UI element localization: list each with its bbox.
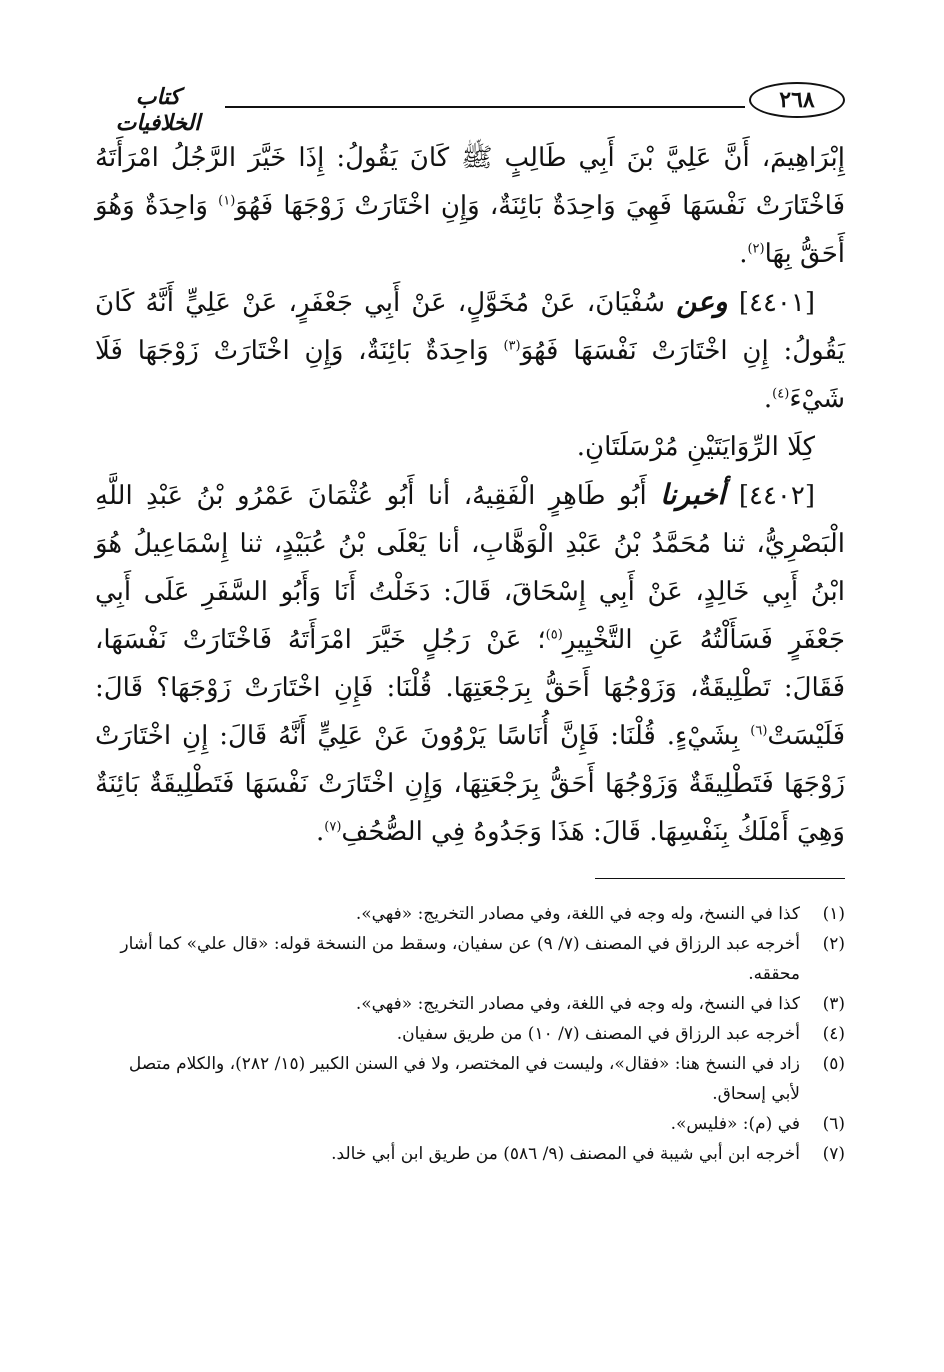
footnote-text: كذا في النسخ، وله وجه في اللغة، وفي مصادر التخريج: «فهي».: [355, 994, 800, 1014]
footnote-text: أخرجه عبد الرزاق في المصنف (٧/ ١٠) من طريق سفيان.: [396, 1024, 800, 1044]
footnote-text: كذا في النسخ، وله وجه في اللغة، وفي مصادر التخريج: «فهي».: [355, 904, 800, 924]
text-run: إِبْرَاهِيمَ، أَنَّ عَلِيَّ بْنَ أَبِي طَالِبٍ ﷺ كَانَ يَقُولُ: إِذَا خَيَّرَ الرَّجُلُ امْرَأَتَهُ فَاخْتَارَتْ نَفْسَهَا فَهِيَ وَاحِدَةٌ بَائِنَةٌ، وَإِنِ اخْتَارَتْ زَوْجَهَا فَهُوَ: [95, 143, 845, 221]
text-run: وَاحِدَةٌ وَهُوَ أَحَقُّ بِهَا: [95, 191, 845, 269]
footnote-text: أخرجه عبد الرزاق في المصنف (٧/ ٩) عن سفيان، وسقط من النسخة قوله: «قال علي» كما أشار محققه.: [120, 934, 800, 984]
page-header: [95, 78, 845, 134]
text-run: أَبُو طَاهِرٍ الْفَقِيهُ، أنا أَبُو عُثْمَانَ عَمْرُو بْنُ عَبْدِ اللَّهِ الْبَصْرِيُّ، ثنا مُحَمَّدُ بْنُ عَبْدِ الْوَهَّابِ، أنا يَعْلَى بْنُ عُبَيْدٍ، ثنا إِسْمَاعِيلُ هُوَ ابْنُ أَبِي خَالِدٍ، عَنْ أَبِي إِسْحَاقَ، قَالَ: دَخَلْتُ أَنَا وَأَبُو السَّفَرِ عَلَى أَبِي جَعْفَرٍ فَسَأَلْتُهُ عَنِ التَّخْيِيرِ: [95, 481, 845, 655]
text-run: بِشَيْءٍ. قُلْنَا: فَإِنَّ أُنَاسًا يَرْوُونَ عَنْ عَلِيٍّ أَنَّهُ قَالَ: إِنِ اخْتَارَتْ زَوْجَهَا فَتَطْلِيقَةٌ وَزَوْجُهَا أَحَقُّ بِرَجْعَتِهَا، وَإِنِ اخْتَارَتْ نَفْسَهَا فَتَطْلِيقَةٌ بَائِنَةٌ وَهِيَ أَمْلَكُ بِنَفْسِهَا. قَالَ: هَذَا وَجَدُوهُ فِي الصُّحُفِ: [95, 721, 845, 847]
footnote: [95, 929, 845, 989]
text-run: سُفْيَانَ، عَنْ مُخَوَّلٍ، عَنْ أَبِي جَعْفَرٍ، عَنْ عَلِيٍّ أَنَّهُ كَانَ يَقُولُ: إِنِ اخْتَارَتْ نَفْسَهَا فَهُوَ: [95, 288, 846, 366]
footnote-text: في (م): «فليس».: [670, 1114, 800, 1134]
paragraph-continuation: [95, 134, 845, 278]
footnote-ref: (٧): [324, 819, 342, 835]
footnote-ref: (٥): [545, 627, 563, 643]
footnote-number: (٥): [822, 1054, 845, 1074]
footnote-number: (٣): [822, 994, 845, 1014]
narration-keyword: أخبرنا: [660, 478, 726, 511]
text-run: .: [316, 817, 325, 847]
footnote-number: (١): [822, 904, 845, 924]
footnote-ref: (٤): [772, 386, 790, 402]
text-run: ؛ عَنْ رَجُلٍ خَيَّرَ امْرَأَتَهُ فَاخْتَارَتْ نَفْسَهَا، فَقَالَ: تَطْلِيقَةٌ، وَزَوْجُهَا أَحَقُّ بِرَجْعَتِهَا. قُلْنَا: فَإِنِ اخْتَارَتْ زَوْجَهَا؟ قَالَ: فَلَيْسَتْ: [95, 625, 845, 751]
footnote-text: أخرجه ابن أبي شيبة في المصنف (٩/ ٥٨٦) من طريق ابن أبي خالد.: [331, 1144, 800, 1164]
footnote-number: (٤): [822, 1024, 845, 1044]
footnote: [95, 1139, 845, 1169]
footnote: [95, 1019, 845, 1049]
footnote: [95, 899, 845, 929]
main-text: [95, 134, 845, 856]
text-run: وَاحِدَةٌ بَائِنَةٌ، وَإِنِ اخْتَارَتْ زَوْجَهَا فَلَا شَيْءَ: [95, 336, 845, 414]
footnote-number: (٧): [822, 1144, 845, 1164]
footnotes: [95, 899, 845, 1169]
author-comment: كِلَا الرِّوَايَتَيْنِ مُرْسَلَتَانِ.: [576, 432, 815, 462]
footnote-ref: (٣): [503, 338, 521, 354]
footnote-number: (٦): [822, 1114, 845, 1134]
header-rule: [225, 106, 745, 108]
book-page: [95, 78, 845, 1318]
book-title: كتاب الخلافيات: [115, 84, 201, 136]
text-run: .: [739, 239, 748, 269]
footnote: [95, 989, 845, 1019]
hadith-number: [٤٤٠٢]: [738, 481, 815, 511]
footnote-divider: [595, 878, 845, 879]
footnote-text: زاد في النسخ هنا: «فقال»، وليست في المختصر، ولا في السنن الكبير (١٥/ ٢٨٢)، والكلام متصل لأبي إسحاق.: [128, 1054, 800, 1104]
footnote-ref: (١): [218, 193, 236, 209]
footnote-ref: (٢): [747, 241, 765, 257]
page-number: ٢٦٨: [749, 82, 845, 118]
text-run: .: [763, 384, 773, 414]
footnote-number: (٢): [822, 934, 845, 954]
hadith-4401: [95, 278, 845, 423]
hadith-4402: [95, 471, 845, 856]
narration-keyword: وعن: [676, 285, 728, 318]
footnote: [95, 1049, 845, 1109]
footnote-ref: (٦): [750, 723, 768, 739]
footnote: [95, 1109, 845, 1139]
hadith-number: [٤٤٠١]: [738, 288, 815, 318]
